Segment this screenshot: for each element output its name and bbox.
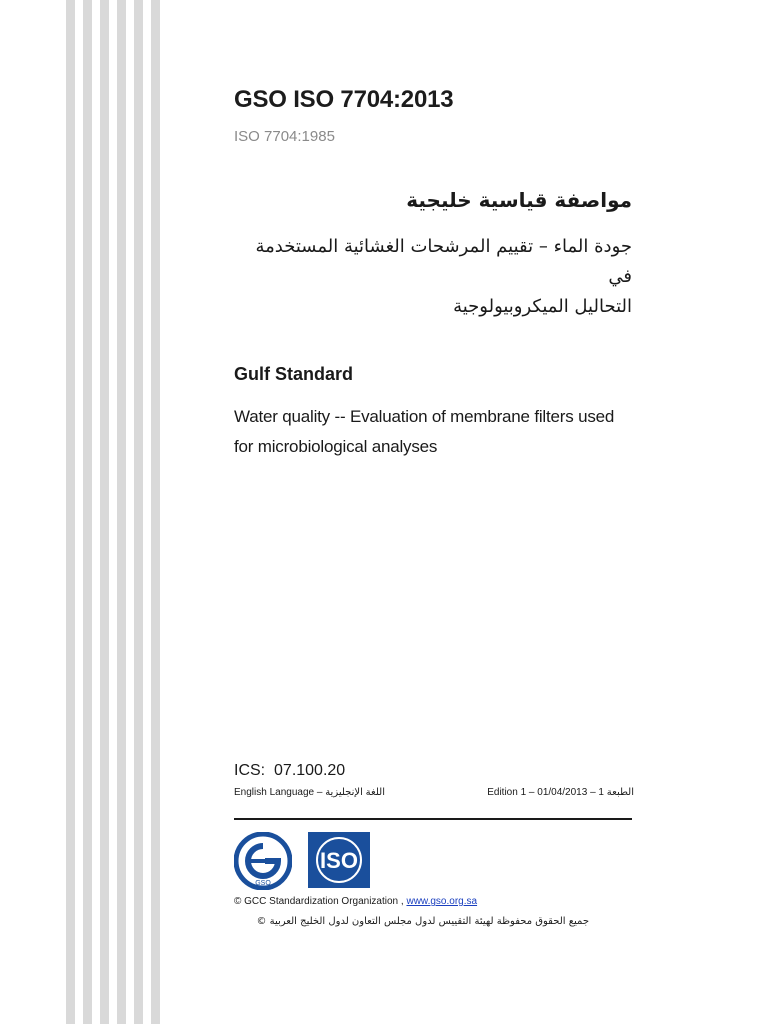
- stripe: [151, 0, 160, 1024]
- iso-logo-icon: [308, 832, 370, 888]
- stripe: [100, 0, 109, 1024]
- stripe: [134, 0, 143, 1024]
- english-title: [234, 402, 634, 462]
- copyright-english: [234, 896, 477, 907]
- website-link[interactable]: www.gso.org.sa: [406, 896, 478, 907]
- gso-logo-text: GSO: [255, 880, 271, 887]
- copyright-arabic: جميع الحقوق محفوظة لهيئة التقييس لدول مجلس التعاون لدول الخليج العربية ©: [256, 916, 589, 927]
- copyright-text: © GCC Standardization Organization ,: [234, 896, 404, 907]
- divider: [234, 818, 632, 820]
- english-title-line: Water quality -- Evaluation of membrane filters used: [234, 407, 615, 426]
- arabic-title: [232, 232, 632, 322]
- ics-label: ICS:: [234, 762, 266, 779]
- iso-reference: ISO 7704:1985: [234, 128, 335, 145]
- language-line: English Language – اللغة الإنجليزية: [234, 787, 385, 798]
- standard-number: GSO ISO 7704:2013: [234, 86, 454, 113]
- iso-logo-text: ISO: [320, 848, 358, 873]
- cover-content: [234, 0, 634, 1024]
- edition-line: Edition 1 – 01/04/2013 – الطبعة 1: [487, 787, 634, 798]
- arabic-title-line: جودة الماء – تقييم المرشحات الغشائية المستخدمة في: [255, 236, 632, 287]
- english-heading: Gulf Standard: [234, 364, 354, 384]
- stripe: [117, 0, 126, 1024]
- ics-value: 07.100.20: [274, 762, 346, 779]
- stripe: [83, 0, 92, 1024]
- gso-logo-icon: [234, 832, 292, 890]
- english-title-line: for microbiological analyses: [234, 437, 438, 456]
- stripe: [66, 0, 75, 1024]
- arabic-title-line: التحاليل الميكروبيولوجية: [453, 296, 632, 317]
- decorative-stripes: [66, 0, 162, 1024]
- ics-code: [234, 762, 345, 780]
- arabic-heading: مواصفة قياسية خليجية: [406, 188, 632, 212]
